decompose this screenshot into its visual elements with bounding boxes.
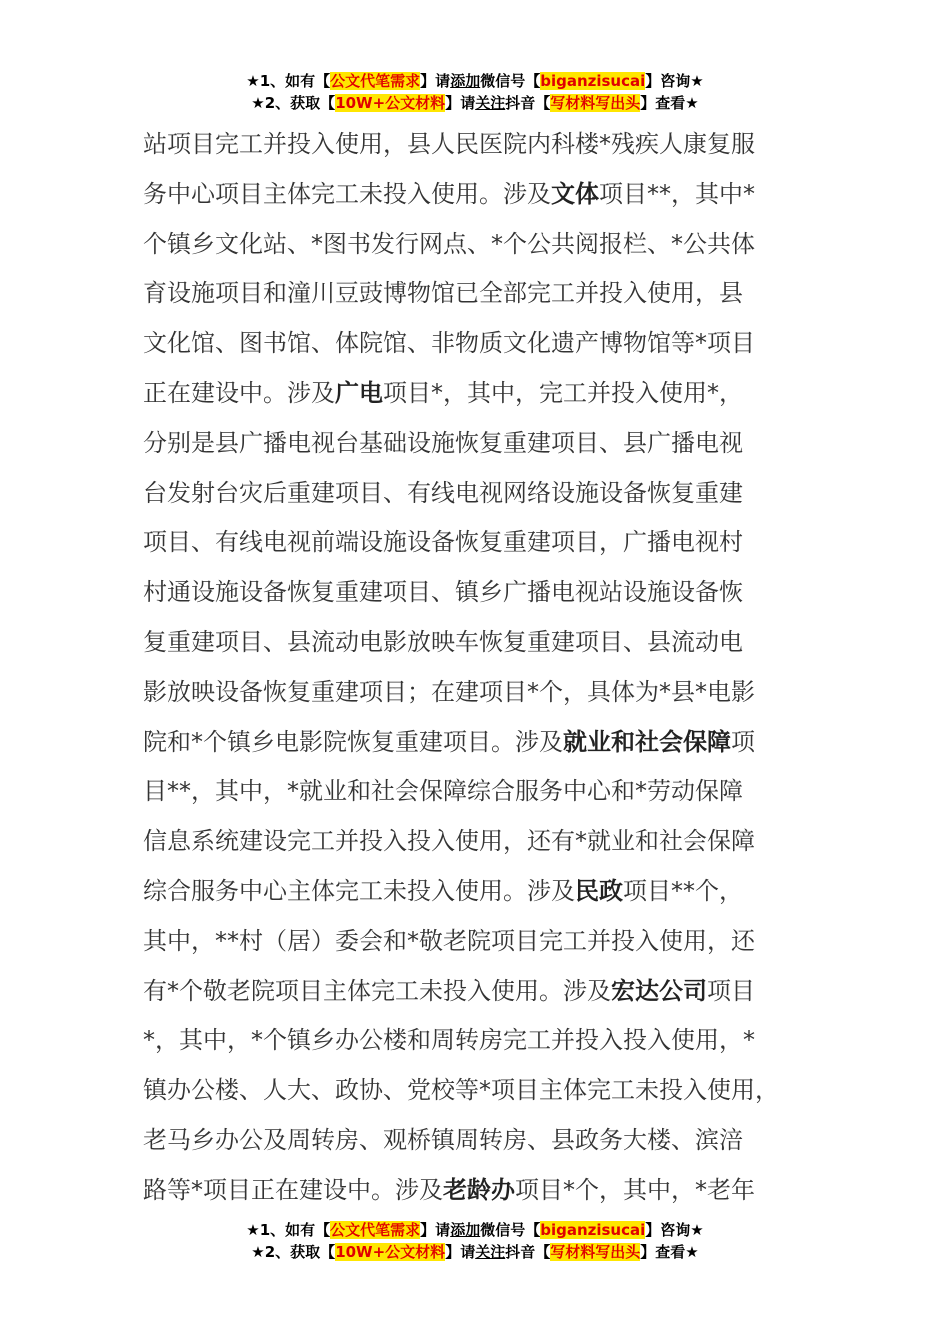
promo-douyin-name: 写材料写出头 bbox=[550, 1243, 641, 1261]
body-text: 目**，其中，*就业和社会保障综合服务中心和*劳动保障 bbox=[143, 777, 743, 806]
promo-line-2 bbox=[0, 92, 950, 114]
promo-text: 微信号【 bbox=[480, 72, 541, 90]
body-text: 其中，**村（居）委会和*敬老院项目完工并投入使用，还 bbox=[143, 926, 755, 955]
promo-text: ★2、获取【 bbox=[251, 1243, 336, 1261]
body-line bbox=[143, 1116, 823, 1166]
body-text: 台发射台灾后重建项目、有线电视网络设施设备恢复重建 bbox=[143, 478, 743, 507]
promo-line-1 bbox=[0, 1219, 950, 1241]
body-text: 有*个敬老院项目主体完工未投入使用。涉及 bbox=[143, 976, 611, 1005]
body-text: 项目*，其中，完工并投入使用*， bbox=[383, 378, 743, 407]
promo-text: 】请 bbox=[445, 1243, 476, 1261]
promo-text: ★2、获取【 bbox=[251, 94, 336, 112]
bold-keyword: 文体 bbox=[551, 179, 599, 208]
body-line bbox=[143, 767, 823, 817]
body-text: 复重建项目、县流动电影放映车恢复重建项目、县流动电 bbox=[143, 627, 743, 656]
body-text: 育设施项目和潼川豆豉博物馆已全部完工并投入使用，县 bbox=[143, 279, 743, 308]
body-line bbox=[143, 967, 823, 1017]
body-line bbox=[143, 469, 823, 519]
promo-text: 】咨询★ bbox=[645, 72, 704, 90]
body-text: 项目**个， bbox=[623, 876, 743, 905]
bold-keyword: 广电 bbox=[335, 378, 383, 407]
promo-text: 抖音【 bbox=[505, 1243, 551, 1261]
body-line bbox=[143, 1166, 823, 1216]
body-line bbox=[143, 568, 823, 618]
promo-underlined-text: 添加 bbox=[450, 72, 481, 90]
body-line bbox=[143, 917, 823, 967]
body-text: 信息系统建设完工并投入投入使用，还有*就业和社会保障 bbox=[143, 827, 755, 856]
promo-text: 】咨询★ bbox=[645, 1221, 704, 1239]
promo-underlined-text: 关注 bbox=[475, 94, 506, 112]
promo-text: 微信号【 bbox=[480, 1221, 541, 1239]
bold-keyword: 老龄办 bbox=[443, 1175, 515, 1204]
promo-douyin-name: 写材料写出头 bbox=[550, 94, 641, 112]
body-text: 务中心项目主体完工未投入使用。涉及 bbox=[143, 179, 551, 208]
promo-line-1 bbox=[0, 70, 950, 92]
body-line bbox=[143, 1016, 823, 1066]
body-line bbox=[143, 369, 823, 419]
body-line bbox=[143, 269, 823, 319]
body-line bbox=[143, 718, 823, 768]
promo-text: ★1、如有【 bbox=[246, 72, 331, 90]
body-text: 路等*项目正在建设中。涉及 bbox=[143, 1175, 443, 1204]
promo-underlined-text: 添加 bbox=[450, 1221, 481, 1239]
promo-text: 】查看★ bbox=[640, 1243, 699, 1261]
body-line bbox=[143, 170, 823, 220]
body-line bbox=[143, 867, 823, 917]
body-text: 村通设施设备恢复重建项目、镇乡广播电视站设施设备恢 bbox=[143, 578, 743, 607]
promo-underlined-text: 关注 bbox=[475, 1243, 506, 1261]
body-line bbox=[143, 618, 823, 668]
promo-highlight: 公文代笔需求 bbox=[330, 72, 421, 90]
document-body bbox=[143, 120, 823, 1216]
body-text: *，其中，*个镇乡办公楼和周转房完工并投入投入使用，* bbox=[143, 1026, 755, 1055]
body-text: 站项目完工并投入使用，县人民医院内科楼*残疾人康复服 bbox=[143, 130, 755, 158]
body-line bbox=[143, 419, 823, 469]
promo-text: ★1、如有【 bbox=[246, 1221, 331, 1239]
body-text: 分别是县广播电视台基础设施恢复重建项目、县广播电视 bbox=[143, 428, 743, 457]
footer-promo-banner bbox=[0, 1219, 950, 1263]
body-text: 项目*个，其中，*老年 bbox=[515, 1175, 755, 1204]
body-line bbox=[143, 518, 823, 568]
bold-keyword: 就业和社会保障 bbox=[563, 727, 731, 756]
body-text: 镇办公楼、人大、政协、党校等*项目主体完工未投入使用， bbox=[143, 1076, 779, 1105]
promo-wechat-id: biganzisucai bbox=[540, 1221, 646, 1239]
body-text: 项目**，其中* bbox=[599, 179, 755, 208]
body-line bbox=[143, 319, 823, 369]
body-line bbox=[143, 817, 823, 867]
header-promo-banner bbox=[0, 70, 950, 114]
body-text: 院和*个镇乡电影院恢复重建项目。涉及 bbox=[143, 727, 563, 756]
body-line bbox=[143, 120, 823, 170]
body-text: 影放映设备恢复重建项目；在建项目*个，具体为*县*电影 bbox=[143, 677, 755, 706]
promo-text: 】请 bbox=[445, 94, 476, 112]
promo-line-2 bbox=[0, 1241, 950, 1263]
promo-text: 抖音【 bbox=[505, 94, 551, 112]
body-text: 综合服务中心主体完工未投入使用。涉及 bbox=[143, 876, 575, 905]
promo-highlight: 10W+公文材料 bbox=[335, 94, 446, 112]
promo-text: 】查看★ bbox=[640, 94, 699, 112]
promo-highlight: 公文代笔需求 bbox=[330, 1221, 421, 1239]
body-line bbox=[143, 220, 823, 270]
body-text: 老马乡办公及周转房、观桥镇周转房、县政务大楼、滨涪 bbox=[143, 1125, 743, 1154]
bold-keyword: 民政 bbox=[575, 876, 623, 905]
body-text: 文化馆、图书馆、体院馆、非物质文化遗产博物馆等*项目 bbox=[143, 329, 755, 358]
promo-highlight: 10W+公文材料 bbox=[335, 1243, 446, 1261]
body-text: 正在建设中。涉及 bbox=[143, 378, 335, 407]
promo-text: 】请 bbox=[420, 72, 451, 90]
body-text: 项目、有线电视前端设施设备恢复重建项目，广播电视村 bbox=[143, 528, 743, 557]
bold-keyword: 宏达公司 bbox=[611, 976, 707, 1005]
promo-text: 】请 bbox=[420, 1221, 451, 1239]
body-text: 项目 bbox=[707, 976, 755, 1005]
body-text: 个镇乡文化站、*图书发行网点、*个公共阅报栏、*公共体 bbox=[143, 229, 755, 258]
body-line bbox=[143, 1066, 823, 1116]
body-line bbox=[143, 668, 823, 718]
body-text: 项 bbox=[731, 727, 755, 756]
promo-wechat-id: biganzisucai bbox=[540, 72, 646, 90]
